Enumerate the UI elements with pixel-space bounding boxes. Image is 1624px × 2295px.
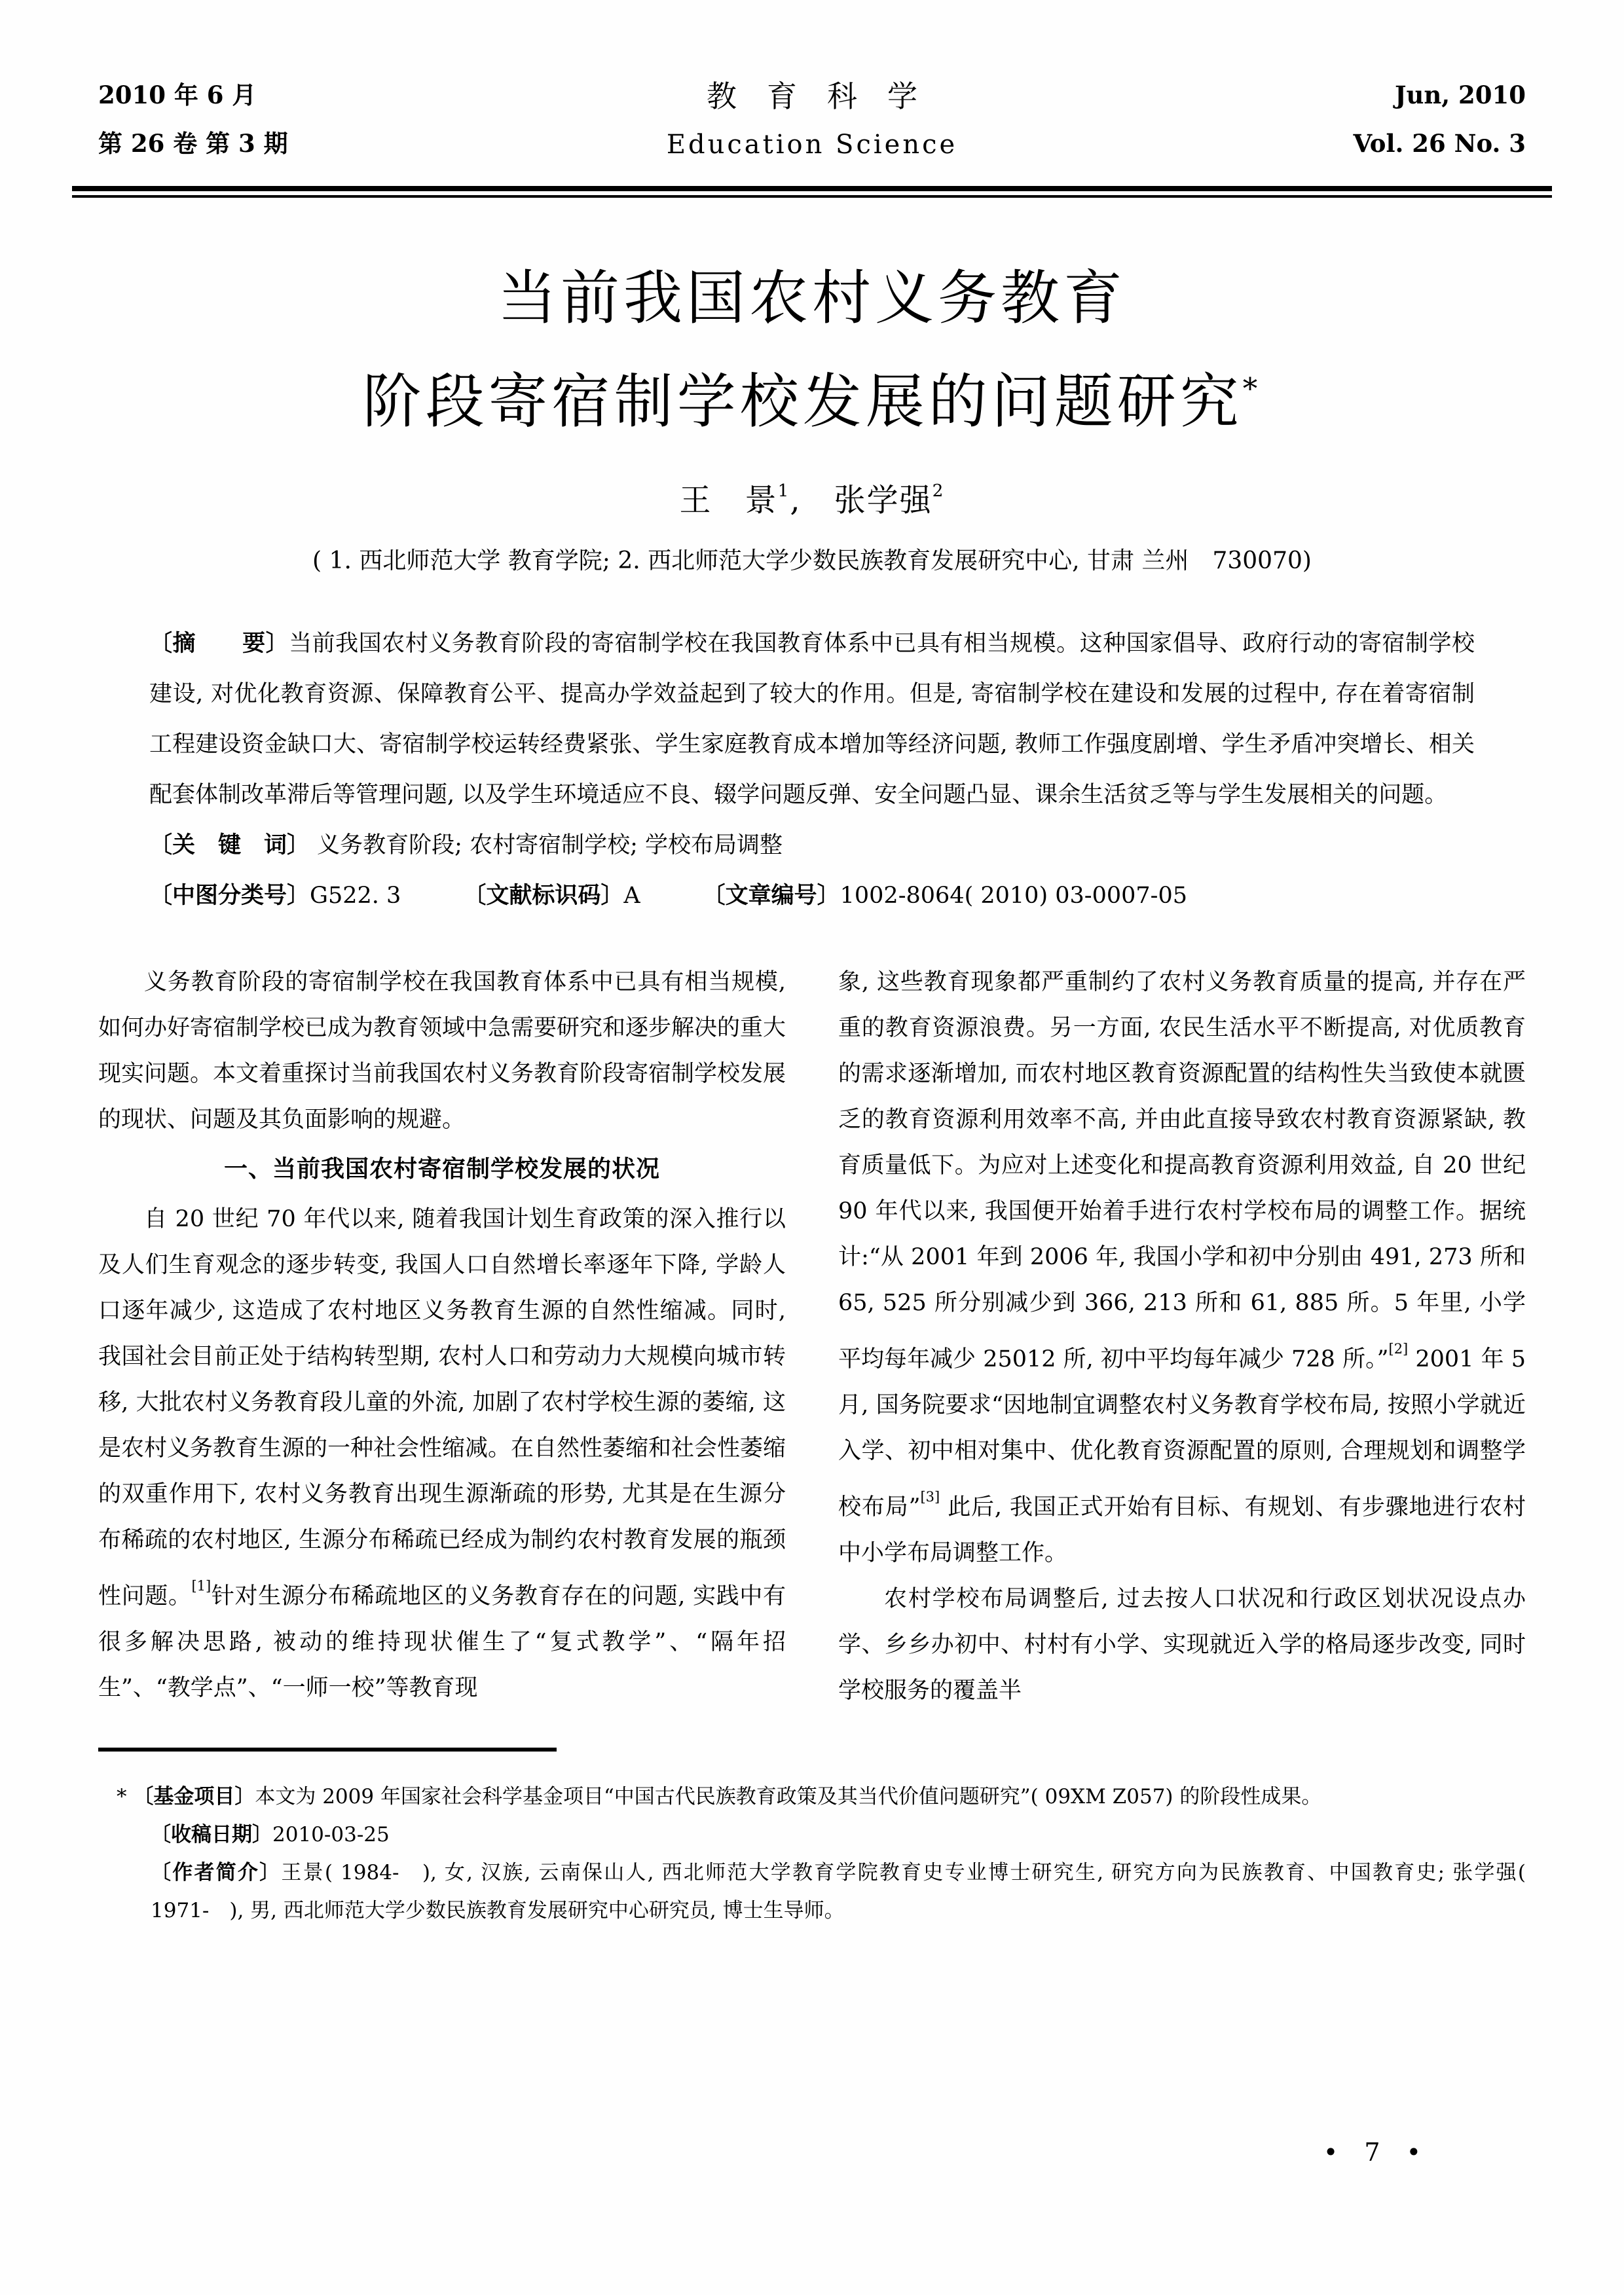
reference-mark-3: [3] [920,1489,940,1505]
abstract-text: 当前我国农村义务教育阶段的寄宿制学校在我国教育体系中已具有相当规模。这种国家倡导、政府行动的寄宿制学校建设, 对优化教育资源、保障教育公平、提高办学效益起到了较大的作用。但是, 寄宿制学校在建设和发展的过程中, 存在着寄宿制工程建设资金缺口大、寄宿制学校运转经费紧张、学生家庭教育成本增加等经济问题, 教师工作强度剧增、学生矛盾冲突增长、相关配套体制改革滞后等管理问题, 以及学生环境适应不良、辍学问题反弹、安全问题凸显、课余生活贫乏等与学生发展相关的问题。 [149,631,1475,808]
reference-mark-2: [2] [1388,1341,1409,1357]
abstract-block [98,619,1526,921]
right-continuation-paragraph [838,959,1526,1576]
journal-name-cn: 教育科学 [707,79,948,114]
header-divider-rule [72,186,1552,198]
footnote-block [117,1778,1526,1930]
paper-title-line2 [98,344,1526,447]
right-text-3: 此后, 我国正式开始有目标、有规划、有步骤地进行农村中小学布局调整工作。 [838,1494,1526,1566]
header-issue-info [98,71,386,168]
doc-code-label: 〔文献标识码〕 [463,883,624,909]
clc-value: G522. 3 [310,883,401,909]
footnote-separator-rule [98,1748,557,1752]
keywords-label: 〔关 键 词〕 [149,832,310,858]
author-bio-text: 王景( 1984- ), 女, 汉族, 云南保山人, 西北师范大学教育学院教育史专业博士研究生, 研究方向为民族教育、中国教育史; 张学强( 1971- ), 男, 西北师范大学少数民族教育发展研究中心研究员, 博士生导师。 [151,1861,1526,1922]
body-columns [98,959,1526,1714]
header-date-cn: 2010 年 6 月 [98,81,257,109]
title-block [98,253,1526,576]
keywords-text: 义务教育阶段; 农村寄宿制学校; 学校布局调整 [317,832,783,858]
doc-code-value: A [623,883,640,909]
author-bio-label: 〔作者简介〕 [151,1861,282,1884]
abstract-label: 〔摘 要〕 [149,631,289,657]
clc-label: 〔中图分类号〕 [149,883,310,909]
section-heading-1: 一、当前我国农村寄宿制学校发展的状况 [223,1156,660,1183]
fund-label: 〔基金项目〕 [133,1785,255,1808]
received-date-footnote [151,1816,1526,1854]
fund-footnote [117,1778,1526,1816]
right-column [838,959,1526,1714]
header-issue-info-en [1238,71,1526,168]
journal-name-en: Education Science [666,130,958,160]
author-1-superscript: 1 [777,481,790,501]
doc-code-item [463,871,640,921]
abstract-paragraph [149,619,1475,820]
clc-item [149,871,401,921]
right-text-2: 2001 年 5 月, 国务院要求“因地制宜调整农村义务教育学校布局, 按照小学就近入学、初中相对集中、优化教育资源配置的原则, 合理规划和调整学校布局” [838,1346,1526,1520]
paper-title-line2-text: 阶段寄宿制学校发展的问题研究 [362,367,1243,436]
right-second-paragraph: 农村学校布局调整后, 过去按人口状况和行政区划状况设点办学、乡乡办初中、村村有小学、实现就近入学的格局逐步改变, 同时学校服务的覆盖半 [838,1586,1526,1704]
section1-paragraph [98,1196,786,1711]
header-volume-en: Vol. 26 No. 3 [1353,129,1526,158]
article-id-item [703,871,1187,921]
received-date-label: 〔收稿日期〕 [151,1823,272,1846]
received-date-text: 2010-03-25 [272,1823,390,1846]
author-2-superscript: 2 [932,481,945,501]
journal-header [98,0,1526,168]
affiliation-line: ( 1. 西北师范大学 教育学院; 2. 西北师范大学少数民族教育发展研究中心, 甘肃 兰州 730070) [312,547,1312,574]
page-number: • 7 • [1323,2138,1430,2167]
authors-separator: , [790,482,834,519]
fund-text: 本文为 2009 年国家社会科学基金项目“中国古代民族教育政策及其当代价值问题研究”( 09XM Z057) 的阶段性成果。 [255,1785,1322,1808]
classification-line [149,871,1475,921]
header-volume-cn: 第 26 卷 第 3 期 [98,129,288,158]
article-id-label: 〔文章编号〕 [702,883,840,909]
keywords-line [149,820,1475,871]
header-date-en: Jun, 2010 [1394,81,1526,109]
authors-line [98,475,1526,520]
author-1: 王 景 [679,482,778,519]
reference-mark-1: [1] [191,1578,212,1594]
article-id-value: 1002-8064( 2010) 03-0007-05 [840,883,1188,909]
left-column [98,959,786,1714]
author-bio-footnote [151,1854,1526,1930]
title-footnote-asterisk: * [1242,371,1262,406]
paper-title-line1: 当前我国农村义务教育 [498,264,1126,333]
section1-text-2: 针对生源分布稀疏地区的义务教育存在的问题, 实践中有很多解决思路, 被动的维持现状催生了“复式教学”、“隔年招生”、“教学点”、“一师一校”等教育现 [98,1583,786,1701]
author-2: 张学强 [834,482,932,519]
intro-paragraph: 义务教育阶段的寄宿制学校在我国教育体系中已具有相当规模, 如何办好寄宿制学校已成为教育领域中急需要研究和逐步解决的重大现实问题。本文着重探讨当前我国农村义务教育阶段寄宿制学校发展的现状、问题及其负面影响的规避。 [98,969,786,1133]
footnote-asterisk: * [117,1785,127,1808]
right-text-1: 象, 这些教育现象都严重制约了农村义务教育质量的提高, 并存在严重的教育资源浪费。另一方面, 农民生活水平不断提高, 对优质教育的需求逐渐增加, 而农村地区教育资源配置的结构性失当致使本就匮乏的教育资源利用效率不高, 并由此直接导致农村教育资源紧缺, 教育质量低下。为应对上述变化和提高教育资源利用效益, 自 20 世纪 90 年代以来, 我国便开始着手进行农村学校布局的调整工作。据统计:“从 2001 年到 2006 年, 我国小学和初中分别由 491, 273 所和 65, 525 所分别减少到 366, 213 所和 61, 885 所。5 年里, 小学平均每年减少 25012 所, 初中平均每年减少 728 所。” [838,969,1526,1372]
section1-text-1: 自 20 世纪 70 年代以来, 随着我国计划生育政策的深入推行以及人们生育观念的逐步转变, 我国人口自然增长率逐年下降, 学龄人口逐年减少, 这造成了农村地区义务教育生源的自然性缩减。同时, 我国社会目前正处于结构转型期, 农村人口和劳动力大规模向城市转移, 大批农村义务教育段儿童的外流, 加剧了农村学校生源的萎缩, 这是农村义务教育生源的一种社会性缩减。在自然性萎缩和社会性萎缩的双重作用下, 农村义务教育出现生源渐疏的形势, 尤其是在生源分布稀疏的农村地区, 生源分布稀疏已经成为制约农村教育发展的瓶颈性问题。 [98,1206,786,1609]
journal-name-block [386,71,1238,168]
